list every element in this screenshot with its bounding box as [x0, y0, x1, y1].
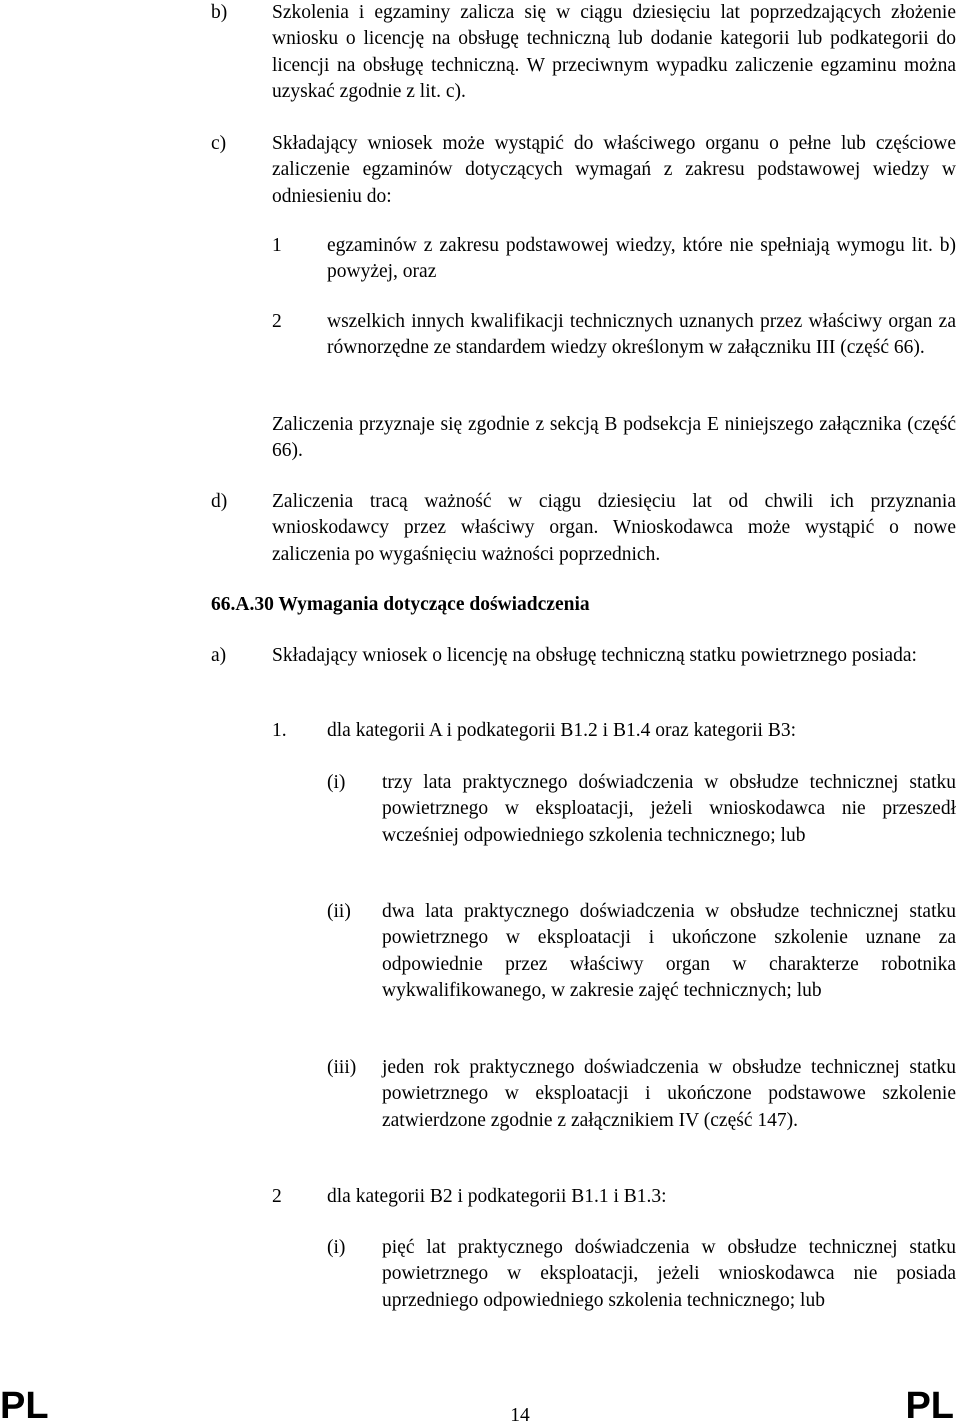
section-number: 66.A.30: [211, 594, 274, 615]
category-1-point-iii-label: (iii): [327, 1057, 357, 1078]
page-number: 14: [510, 1405, 530, 1426]
footer-language-mark-right: PL: [905, 1385, 954, 1427]
item-b-label: b): [211, 2, 228, 23]
section-title: Wymagania dotyczące doświadczenia: [278, 594, 590, 615]
category-1-point-i-text: trzy lata praktycznego doświadczenia w obsłudze technicznej statku powietrznego w eksploatacji, jeżeli wnioskodawca nie przeszedł wcześniej odpowiedniego szkolenia technicznego; lub: [382, 772, 956, 846]
item-c-sub2-number: 2: [272, 311, 282, 332]
category-1-number: 1.: [272, 720, 287, 741]
category-1-point-iii-text: jeden rok praktycznego doświadczenia w obsłudze technicznej statku powietrznego w eksploatacji i ukończone podstawowe szkolenie zatwierdzone zgodnie z załącznikiem IV (część 147).: [382, 1057, 956, 1131]
item-d-label: d): [211, 491, 228, 512]
item-c-label: c): [211, 133, 227, 154]
item-a-text: Składający wniosek o licencję na obsługę techniczną statku powietrznego posiada:: [272, 645, 917, 666]
category-1-point-ii-text: dwa lata praktycznego doświadczenia w obsłudze technicznej statku powietrznego w eksploatacji i ukończone szkolenie uznane za odpowiednie przez właściwy organ w charakterze robotnika wykwalifikowanego, w zakresie zajęć technicznych; lub: [382, 901, 956, 1001]
category-2-point-i-text: pięć lat praktycznego doświadczenia w obsłudze technicznej statku powietrznego w eksploatacji, jeżeli wnioskodawca nie posiada uprzedniego odpowiedniego szkolenia technicznego; lub: [382, 1237, 956, 1311]
category-1-point-i-label: (i): [327, 772, 346, 793]
category-2-point-i-label: (i): [327, 1237, 346, 1258]
category-2-number: 2: [272, 1186, 282, 1207]
item-d-text: Zaliczenia tracą ważność w ciągu dziesięciu lat od chwili ich przyznania wnioskodawcy przez właściwy organ. Wnioskodawca może wystąpić o nowe zaliczenia po wygaśnięciu ważności poprzednich.: [272, 491, 956, 565]
item-c-sub1-number: 1: [272, 235, 282, 256]
category-2-text: dla kategorii B2 i podkategorii B1.1 i B1.3:: [327, 1186, 667, 1207]
item-b-text: Szkolenia i egzaminy zalicza się w ciągu dziesięciu lat poprzedzających złożenie wniosku o licencję na obsługę techniczną lub dodanie kategorii lub podkategorii do licencji na obsługę techniczną. W przeciwnym wypadku zaliczenie egzaminu można uzyskać zgodnie z lit. c).: [272, 2, 956, 102]
category-1-text: dla kategorii A i podkategorii B1.2 i B1.4 oraz kategorii B3:: [327, 720, 796, 741]
item-c-sub2-text: wszelkich innych kwalifikacji technicznych uznanych przez właściwy organ za równorzędne ze standardem wiedzy określonym w załączniku III (część 66).: [327, 311, 956, 359]
item-a-label: a): [211, 645, 227, 666]
item-c-text: Składający wniosek może wystąpić do właściwego organu o pełne lub częściowe zaliczenie egzaminów dotyczących wymagań z zakresu podstawowej wiedzy w odniesieniu do:: [272, 133, 956, 207]
category-1-point-ii-label: (ii): [327, 901, 351, 922]
item-c-sub1-text: egzaminów z zakresu podstawowej wiedzy, które nie spełniają wymogu lit. b) powyżej, oraz: [327, 235, 956, 283]
section-heading: [211, 592, 590, 618]
item-c-closing: Zaliczenia przyznaje się zgodnie z sekcją B podsekcja E niniejszego załącznika (część 66).: [272, 414, 956, 462]
footer-language-mark-left: PL: [0, 1385, 49, 1427]
